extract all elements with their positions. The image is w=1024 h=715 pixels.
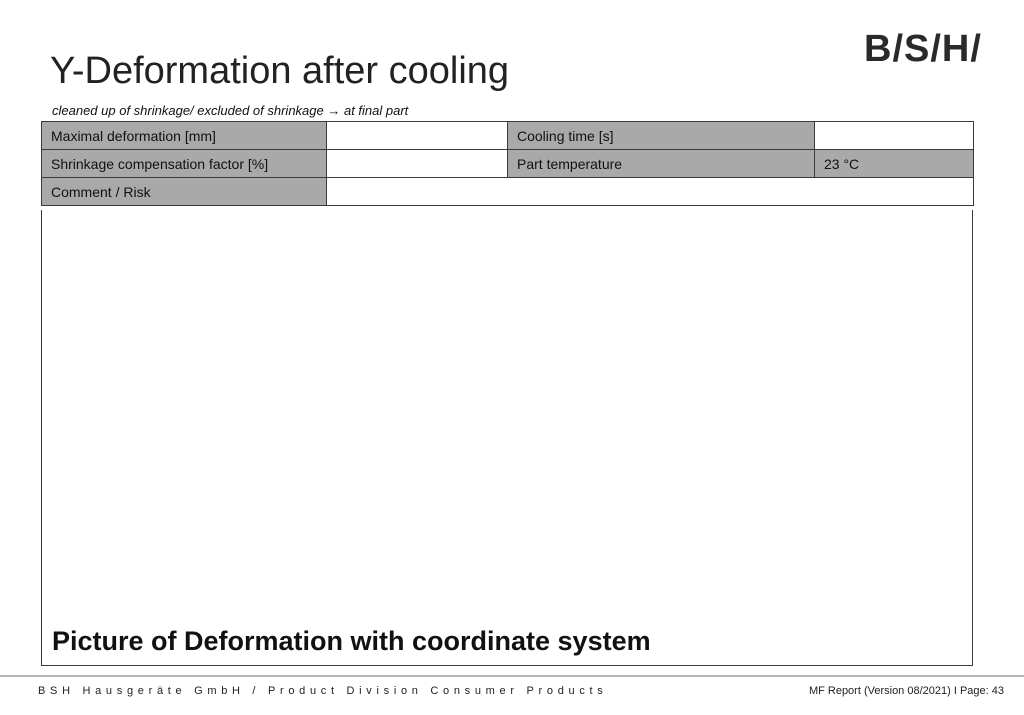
bsh-logo: B/S/H/ <box>864 28 982 70</box>
shrinkage-factor-value[interactable] <box>327 150 508 178</box>
table-row <box>42 150 974 178</box>
shrinkage-factor-label: Shrinkage compensation factor [%] <box>42 150 327 178</box>
part-temperature-label: Part temperature <box>508 150 815 178</box>
deformation-picture-area <box>41 210 973 666</box>
comment-risk-value[interactable] <box>327 178 974 206</box>
footer-page-info: MF Report (Version 08/2021) I Page: 43 <box>808 685 1004 697</box>
max-deformation-value[interactable] <box>327 122 508 150</box>
max-deformation-label: Maximal deformation [mm] <box>42 122 327 150</box>
deformation-info-table <box>41 121 974 206</box>
part-temperature-value[interactable]: 23 °C <box>815 150 974 178</box>
cooling-time-label: Cooling time [s] <box>508 122 815 150</box>
table-row <box>42 122 974 150</box>
page-title: Y-Deformation after cooling <box>50 50 510 92</box>
footer-company: BSH Hausgeräte GmbH / Product Division Consumer Products <box>38 685 608 697</box>
footer-divider <box>0 675 1024 677</box>
comment-risk-label: Comment / Risk <box>42 178 327 206</box>
picture-caption: Picture of Deformation with coordinate system <box>52 626 651 656</box>
cooling-time-value[interactable] <box>815 122 974 150</box>
table-row <box>42 178 974 206</box>
page-subtitle: cleaned up of shrinkage/ excluded of shrinkage → at final part <box>52 103 409 118</box>
